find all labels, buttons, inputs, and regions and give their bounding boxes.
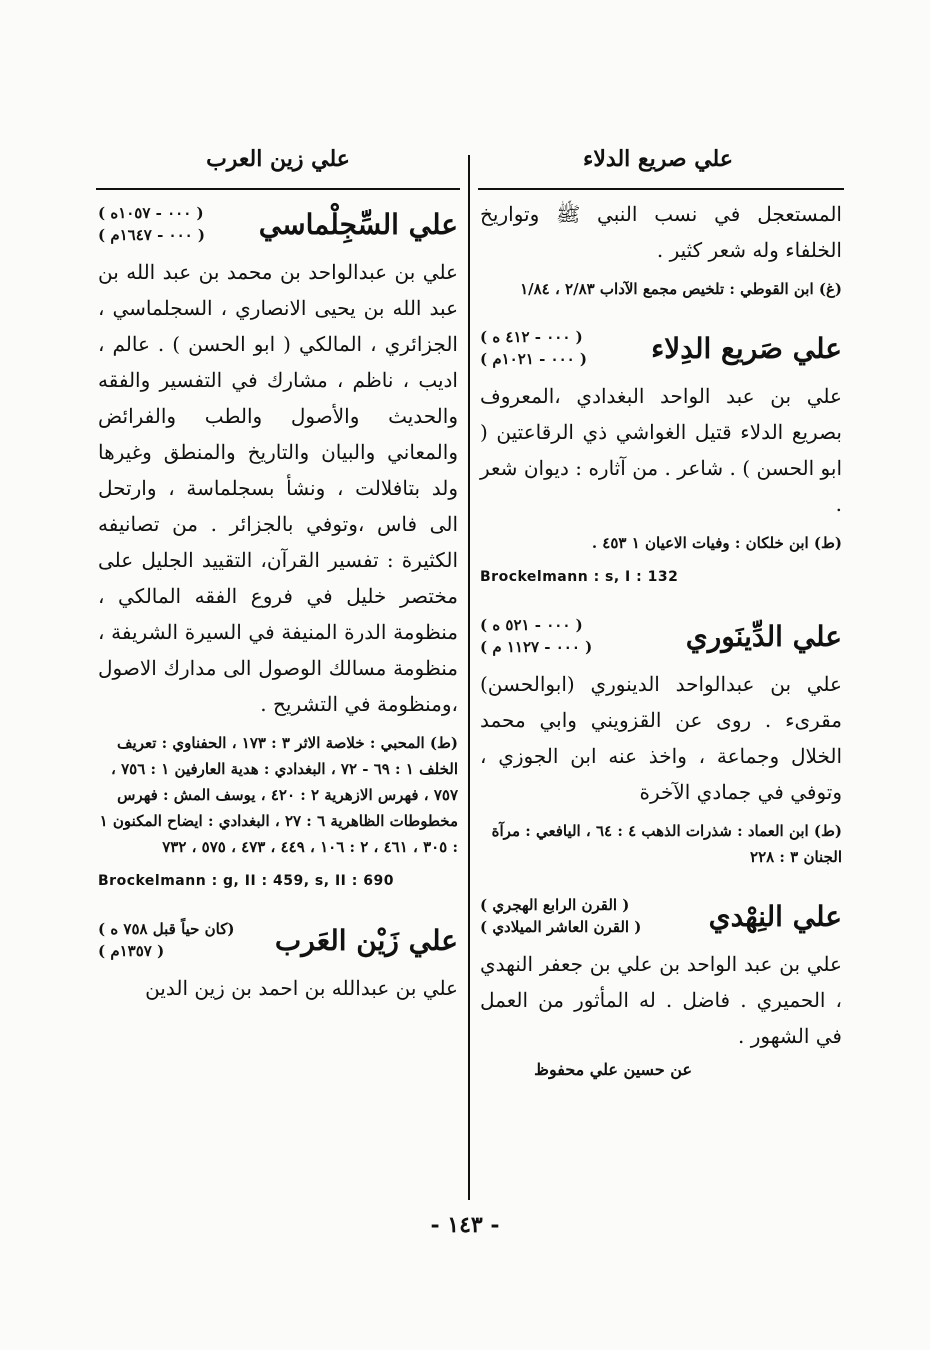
running-header-left: علي زين العرب — [206, 146, 350, 172]
dates-hijri: ( ٠٠٠ - ٤١٢ ه ) — [480, 328, 583, 346]
dates-hijri: (كان حياً قبل ٧٥٨ ه ) — [98, 920, 235, 938]
running-header-right: علي صريع الدلاء — [583, 146, 733, 172]
entry-name: علي صَريع الدِلاء — [651, 331, 842, 365]
entry-body: علي بن عبد الواحد بن علي بن جعفر النهدي ، الحميري . فاضل . له المأثور من العمل في الشهور . — [480, 952, 842, 1048]
entry-references-latin: Brockelmann : s, I : 132 — [480, 569, 679, 585]
entry-al-nahdi — [480, 894, 842, 1079]
continuation-references: (غ) ابن القوطي : تلخيص مجمع الآداب ٢/٨٣ ، ١/٨٤ — [520, 280, 842, 298]
entry-body: علي بن عبد الواحد البغدادي ،المعروف بصريع الدلاء قتيل الغواشي ذي الرقاعتين ( ابو الحسن ) . شاعر . من آثاره : ديوان شعر . — [480, 384, 842, 516]
dates-hijri: ( القرن الرابع الهجري ) — [480, 896, 630, 914]
dates-gregorian: ( ٠٠٠ - ١١٢٧ م ) — [480, 638, 593, 656]
dates-gregorian: ( ٠٠٠ - ١٦٤٧م ) — [98, 226, 206, 244]
entry-dates — [480, 894, 641, 938]
entry-body: علي بن عبدالواحد الدينوري (ابوالحسن) مقرىء . روى عن القزويني وابي محمد الخلال وجماعة ، واخذ عنه ابن الجوزي ، وتوفي في جمادي الآخرة — [480, 672, 842, 804]
entry-sari-al-dila — [480, 326, 842, 590]
dates-hijri: ( ٠٠٠ - ٥٢١ ه ) — [480, 616, 583, 634]
entry-body: علي بن عبدالواحد بن محمد بن عبد الله بن عبد الله بن يحيى الانصاري ، السجلماسي ، الجزائري ، المالكي ( ابو الحسن ) . عالم ، اديب ، ناظم ، مشارك في التفسير والفقه والحديث والأصول والطب والفرائض والمعاني والبيان والتاريخ والمنطق وغيرها ولد بتافلالت ، ونشأ بسجلماسة ، وارتحل الى فاس ،وتوفي بالجزائر . من تصانيفه الكثيرة : تفسير القرآن، التقييد الجليل على مختصر خليل في فروع الفقه المالكي ، منظومة الدرة المنيفة في السيرة الشريفة ، منظومة مسالك الوصول الى مدارك الاصول ،ومنظومة في التشريح . — [98, 260, 458, 716]
dates-gregorian: ( ١٣٥٧م ) — [98, 942, 165, 960]
continuation-text: المستعجل في نسب النبي ﷺ وتواريخ الخلفاء وله شعر كثير . — [480, 202, 842, 262]
entry-dates — [98, 918, 235, 962]
entry-name: علي زَيْن العَرب — [274, 923, 458, 957]
entry-references: (ط) ابن العماد : شذرات الذهب ٤ : ٦٤ ، اليافعي : مرآة الجنان ٣ : ٢٢٨ — [491, 822, 842, 866]
entry-al-dinawari — [480, 614, 842, 870]
header-rule-right — [478, 188, 844, 190]
entry-name: علي الدِّينَوري — [685, 619, 842, 653]
entry-body: علي بن عبدالله بن احمد بن زين الدين — [145, 976, 458, 1000]
entry-dates — [480, 614, 592, 658]
entry-zayn-al-arab — [98, 918, 458, 1006]
dates-gregorian: ( القرن العاشر الميلادي ) — [480, 918, 642, 936]
entry-author: عن حسين علي محفوظ — [534, 1060, 692, 1079]
left-column — [98, 196, 458, 1006]
dates-gregorian: ( ٠٠٠ - ١٠٢١م ) — [480, 350, 588, 368]
entry-references: (ط) ابن خلكان : وفيات الاعيان ١ ٤٥٣ . — [591, 534, 842, 552]
page-number: - ١٤٣ - — [430, 1212, 500, 1238]
entry-name: علي السِّجِلْماسي — [258, 207, 458, 241]
header-rule-left — [96, 188, 460, 190]
right-column — [480, 196, 842, 1079]
entry-name: علي النِهْدي — [708, 899, 842, 933]
entry-references: (ط) المحبي : خلاصة الاثر ٣ : ١٧٣ ، الحفناوي : تعريف الخلف ١ : ٦٩ - ٧٢ ، البغدادي : هدية العارفين ١ : ٧٥٦ ، ٧٥٧ ، فهرس الازهرية ٢ : ٤٢٠ ، يوسف المش : فهرس مخطوطات الظاهرية ٦ : ٢٧ ، البغدادي : ايضاح المكنون ١ : ٣٠٥ ، ٤٦١ ، ٢ : ١٠٦ ، ٤٤٩ ، ٤٧٣ ، ٥٧٥ ، ٧٣٢ — [99, 734, 458, 856]
entry-dates — [98, 202, 205, 246]
entry-al-sijilmasi — [98, 202, 458, 894]
entry-dates — [480, 326, 587, 370]
dates-hijri: ( ٠٠٠ - ١٠٥٧ه ) — [98, 204, 204, 222]
column-divider — [468, 155, 470, 1200]
entry-references-latin: Brockelmann : g, II : 459, s, II : 690 — [98, 873, 394, 889]
